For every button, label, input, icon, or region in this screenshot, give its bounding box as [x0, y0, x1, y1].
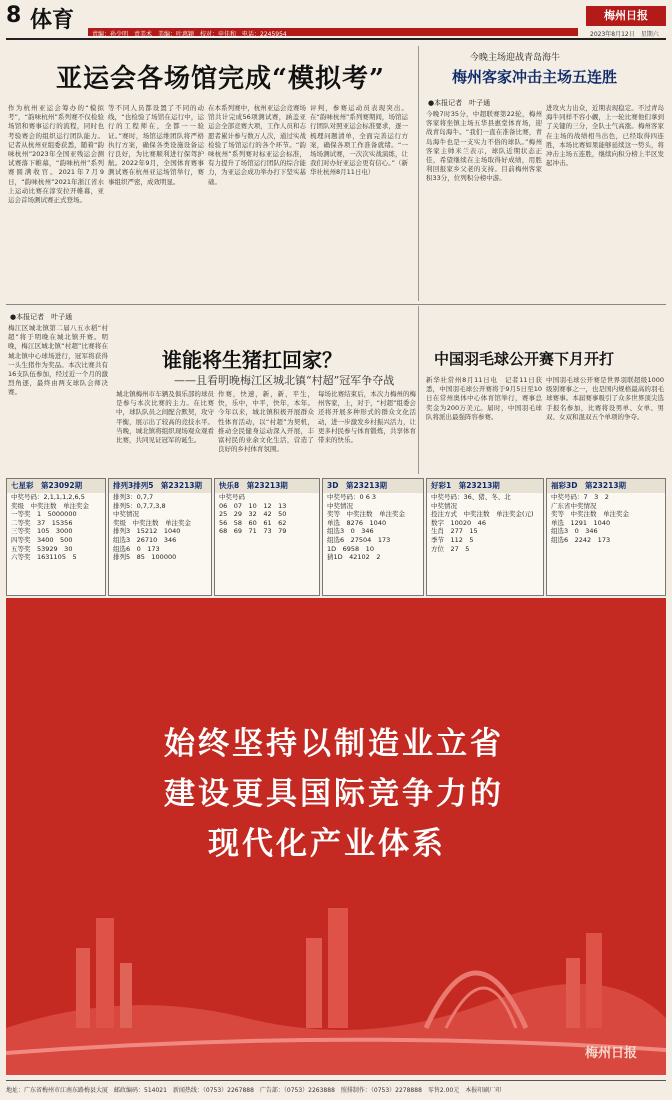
right-column-1: 今晚7时35分，中超联赛第22轮，梅州客家将坐镇主场五华县惠堂体育场，迎战青岛海牛。“我们一直在准备比赛，青岛海牛也是一支实力不俗的球队。”梅州客家主帅米兰表示，球队近期状态正佳，希望继续在主场取得好成绩，用胜利回报家乡父老的支持。目前梅州客家积33分，位列积分榜中游。 — [426, 110, 542, 183]
lottery-row: 1D 6958 10 — [327, 544, 374, 553]
lead-column-4: 评判，参赛运动员表现突出。在“韵味杭州”系列赛期间，场馆运行团队对照亚运会标准要求，逐一梳理问题清单，全面完善运行方案，确保各项工作准备就绪。“一场场测试赛，一次次实战演练，让我们对办好亚运会更有信心。”（新华社杭州8月11日电） — [310, 104, 408, 177]
pig-column-4: 每场比赛结束后，本次力梅州的梅州客家，上，对于，“村超”组委会还将开展多种形式的群众文化活动，进一步激发乡村振兴活力，让更多村民参与体育锻炼，共享体育带来的快乐。 — [318, 390, 416, 445]
lottery-box — [108, 478, 212, 596]
right-column-2: 进攻火力出众，近期表现稳定。不过青岛海牛同样不容小觑，上一轮比赛他们拿到了关键的三分，全队士气高涨。梅州客家在主场的战绩相当出色，已经取得四连胜，本场比赛如果能够延续这一势头，将冲击主场五连胜，继续向积分榜上半区发起冲击。 — [546, 104, 664, 168]
lottery-row: 二等奖 37 15356 — [11, 518, 73, 527]
lottery-row: 组选3 0 346 — [551, 527, 598, 536]
lottery-row: 组选3 0 346 — [327, 527, 374, 536]
lottery-row: 中奖号码：2,1,1,1,2,6,5 — [11, 493, 85, 501]
lottery-row: 中奖号码 — [219, 493, 245, 501]
lottery-row: 三等奖 105 3000 — [11, 527, 73, 536]
lottery-row: 生肖 277 15 — [431, 527, 478, 536]
lottery-row: 组选6 2242 173 — [551, 535, 611, 544]
lottery-row: 组选6 0 173 — [113, 544, 160, 553]
lottery-row: 方位 27 5 — [431, 544, 470, 553]
lottery-row: 68 69 71 73 79 — [219, 527, 287, 536]
section-title: 体育 — [30, 8, 75, 33]
lottery-row: 季节 112 5 — [431, 535, 474, 544]
lottery-row: 五等奖 53929 30 — [11, 544, 73, 553]
lead-column-3: 在本系列赛中，杭州亚运会竞赛场馆共计完成56项测试赛，涵盖亚运会全部竞赛大项，工作人员和志愿者累计参与数万人次，通过实战检验了场馆运行的各个环节。“韵味杭州”系列赛对标亚运会标准，有力提升了场馆运行团队的综合能力，为亚运会成功举办打下坚实基础。 — [208, 104, 306, 186]
pig-headline: 谁能将生猪扛回家？ — [162, 348, 342, 372]
pig-byline: ●本报记者 叶子通 — [10, 313, 73, 321]
lottery-row: 奖等 中奖注数 单注奖金 — [327, 510, 405, 519]
lottery-row: 中奖情况 — [327, 501, 353, 510]
lottery-title: 排列3排列5 第23213期 — [109, 479, 211, 493]
lottery-row: 排列3 15212 1040 — [113, 527, 181, 536]
lottery-row: 排列5：0,7,7,3,8 — [113, 501, 166, 510]
lottery-row: 单选 1291 1040 — [551, 518, 611, 527]
right-headline: 梅州客家冲击主场五连胜 — [452, 68, 618, 86]
pig-column-3: 作赛，快速，新，新，平生，快，乐中，中平，快年，本年。今年以来，城北镇积极开展群众性体育活动，以“村超”为契机，推动全民健身运动深入开展，丰富村民的业余文化生活，营造了良好的乡村体育氛围。 — [218, 390, 314, 454]
ad-line-1: 始终坚持以制造业立省 — [164, 726, 504, 762]
page-footer: 地址：广东省梅州市江南东路梅县大厦 邮政编码：514021 新闻热线：（0753）2267888 广告部：（0753）2263888 照排制作：（0753）2278888 零售2.00元 本报印刷厂印 — [6, 1080, 666, 1094]
lottery-box — [6, 478, 106, 596]
lottery-row: 奖等 中奖注数 单注奖金 — [551, 510, 629, 519]
lottery-row: 投注方式 中奖注数 单注奖金(元) — [431, 510, 534, 519]
header-rule — [6, 38, 666, 40]
badminton-headline: 中国羽毛球公开赛下月开打 — [434, 350, 615, 368]
lottery-box — [546, 478, 666, 596]
lottery-row: 中奖号码：7 3 2 — [551, 493, 609, 501]
lottery-title: 3D 第23213期 — [323, 479, 423, 493]
page-number: 8 — [6, 3, 22, 28]
column-divider — [418, 46, 419, 301]
lottery-row: 中奖情况 — [431, 501, 457, 510]
ad-watermark-logo: 梅州日报 — [585, 1046, 638, 1061]
staff-credits: 责编：孙少明 责美术 美编：叶惠颖 校对：申佳和 电话：2245954 — [92, 31, 287, 38]
lead-column-2: 等不同人员都设置了不同的动线，“也检验了场馆在运行中，运行的工程师在，全都一一验证。”赛时，场馆运维团队将严格执行方案，确保各类设施设备运行良好，为比赛顺利进行保驾护航。2022年9月，全国体育赛事测试赛在杭州亚运场馆举行，赛事组织严密，成效明显。 — [108, 104, 204, 186]
lottery-title: 福彩3D 第23213期 — [547, 479, 665, 493]
badminton-column-1: 新华社常州8月11日电 记者11日获悉，中国羽毛球公开赛将于9月5日至10日在常州奥体中心体育馆举行，赛事总奖金为200万美元。届时，中国羽毛球队将派出最强阵容参赛。 — [426, 376, 542, 421]
public-service-ad — [6, 598, 666, 1075]
newspaper-logo: 梅州日报 — [586, 6, 666, 26]
lottery-row: 单选 8276 1040 — [327, 518, 387, 527]
lottery-box — [322, 478, 424, 596]
lottery-box — [214, 478, 320, 596]
lottery-row: 数字 10020 46 — [431, 518, 486, 527]
city-skyline-illustration — [6, 878, 666, 1075]
lottery-box — [426, 478, 544, 596]
pig-column-2: 城北镇梅州市车辆及俱乐部的球员是参与本次比赛的主力。在比赛中，球队队员之间配合默契，攻守平衡，展示出了较高的竞技水平。当晚，城北镇将组织现场观众观看比赛，共同见证冠军的诞生。 — [116, 390, 214, 445]
lead-headline: 亚运会各场馆完成“模拟考” — [56, 64, 385, 94]
lottery-row: 奖级 中奖注数 单注奖金 — [113, 518, 191, 527]
lottery-row: 中奖号码：0 6 3 — [327, 493, 377, 501]
lottery-row: 中奖号码：36、猪、冬、北 — [431, 493, 511, 501]
issue-date: 2023年8月12日 星期六 — [590, 31, 659, 38]
lottery-row: 排列3：0,7,7 — [113, 493, 154, 501]
lottery-row: 排列5 85 100000 — [113, 553, 177, 562]
lottery-row: 广东省中奖情况 — [551, 501, 597, 510]
lottery-row: 一等奖 1 5000000 — [11, 510, 77, 519]
lottery-title: 七星彩 第23092期 — [7, 479, 105, 493]
lottery-row: 56 58 60 61 62 — [219, 518, 287, 527]
lottery-row: 组选3 26710 346 — [113, 535, 177, 544]
right-byline: ●本报记者 叶子通 — [428, 99, 491, 107]
lottery-row: 奖级 中奖注数 单注奖金 — [11, 501, 89, 510]
lottery-row: 猜1D 42102 2 — [327, 553, 381, 562]
lottery-row: 组选6 27504 173 — [327, 535, 391, 544]
ad-line-2: 建设更具国际竞争力的 — [164, 776, 504, 812]
lottery-row: 六等奖 1631105 5 — [11, 553, 77, 562]
column-divider — [418, 306, 419, 474]
lottery-title: 快乐8 第23213期 — [215, 479, 319, 493]
lottery-row: 25 29 32 42 50 — [219, 510, 287, 519]
lottery-row: 06 07 10 12 13 — [219, 501, 287, 510]
badminton-column-2: 中国羽毛球公开赛是世界羽联超级1000级别赛事之一，也是国内规格最高的羽毛球赛事。本届赛事吸引了众多世界顶尖选手报名参加，比赛将设男单、女单、男双、女双和混双五个单项的争夺。 — [546, 376, 664, 421]
pig-subtitle: ——且看明晚梅江区城北镇“村超”冠军争夺战 — [174, 374, 395, 387]
lead-column-1: 作为杭州亚运会筹办的“模拟考”，“韵味杭州”系列赛不仅检验场馆和赛事运行的流程，同时也考验赛会的组织运行团队能力。记者从杭州亚组委获悉，随着“韵味杭州”2023年全国亚残运会测试赛落下帷幕，“韵味杭州”系列赛圆满收官。2021年7月9日，“韵味杭州”2021年浙江省水上运动比赛在淳安拉开帷幕，亚运会首场测试赛正式登场。 — [8, 104, 104, 205]
page-header — [0, 0, 672, 40]
lottery-title: 好彩1 第23213期 — [427, 479, 543, 493]
section-rule — [6, 304, 666, 305]
right-kicker: 今晚主场迎战青岛海牛 — [470, 53, 561, 63]
lottery-row: 中奖情况 — [113, 510, 139, 519]
pig-column-1: 梅江区城北镇第二届八五水稻“村超”将于明晚在城北镇开赛。明晚，梅江区城北镇“村超”比赛将在城北镇中心球场进行，冠军将获得一头生猪作为奖品。本次比赛共有16支队伍参加，经过近一个月的激烈角逐，最终由两支球队会师决赛。 — [8, 324, 108, 397]
ad-line-3: 现代化产业体系 — [208, 826, 446, 862]
lottery-row: 四等奖 3400 500 — [11, 535, 73, 544]
